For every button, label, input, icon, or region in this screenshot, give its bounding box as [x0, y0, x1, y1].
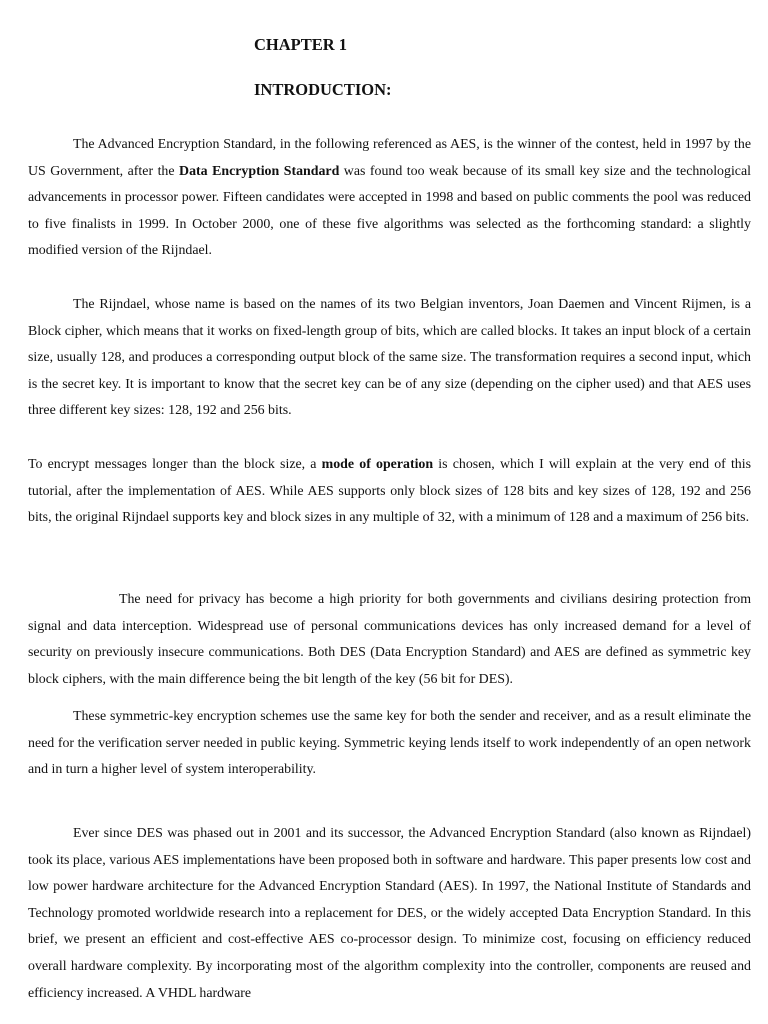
bold-term-des: Data Encryption Standard	[179, 163, 340, 179]
paragraph-text: was found too weak because of its small key size and the technological advancements in processor power. Fifteen candidates were accepted in 1998 and based on public comments the pool was reduced to five finalists in 1999. In October 2000, one of these five algorithms was selected as the forthcoming standard: a slightly modified version of the Rijndael.	[28, 163, 751, 259]
chapter-title: CHAPTER 1	[254, 35, 348, 54]
paragraph-symmetric-key: These symmetric-key encryption schemes use the same key for both the sender and receiver, and as a result eliminate the need for the verification server needed in public keying. Symmetric keying lends itself to work independently of an open network and in turn a higher level of system interoperability.	[28, 709, 751, 778]
paragraph-aes-history	[28, 132, 751, 265]
paragraph-privacy: The need for privacy has become a high priority for both governments and civilians desiring protection from signal and data interception. Widespread use of personal communications devices has only increased demand for a level of security on previously insecure communications. Both DES (Data Encryption Standard) and AES are defined as symmetric key block ciphers, with the main difference being the bit length of the key (56 bit for DES).	[28, 592, 751, 687]
paragraph-rijndael: The Rijndael, whose name is based on the names of its two Belgian inventors, Joan Daemen and Vincent Rijmen, is a Block cipher, which means that it works on fixed-length group of bits, which are called blocks. It takes an input block of a certain size, usually 128, and produces a corresponding output block of the same size. The transformation requires a second input, which is the secret key. It is important to know that the secret key can be of any size (depending on the cipher used) and that AES uses three different key sizes: 128, 192 and 256 bits.	[28, 297, 751, 419]
paragraph-implementations: Ever since DES was phased out in 2001 and its successor, the Advanced Encryption Standard (also known as Rijndael) took its place, various AES implementations have been proposed both in software and hardware. This paper presents low cost and low power hardware architecture for the Advanced Encryption Standard (AES). In 1997, the National Institute of Standards and Technology promoted worldwide research into a replacement for DES, or the widely accepted Data Encryption Standard. In this brief, we present an efficient and cost-effective AES co-processor design. To minimize cost, focusing on efficiency reduced overall hardware complexity. By incorporating most of the algorithm complexity into the controller, components are reused and efficiency increased. A VHDL hardware	[28, 826, 751, 1001]
bold-term-mode: mode of operation	[321, 457, 434, 472]
section-title: INTRODUCTION:	[254, 80, 392, 99]
paragraph-mode-of-operation	[28, 452, 751, 532]
paragraph-text: is chosen, which I will explain at the very end of this tutorial, after the implementation of AES. While AES supports only block sizes of 128 bits and key sizes of 128, 192 and 256 bits, the original Rijndael supports key and block sizes in any multiple of 32, with a minimum of 128 and a maximum of 256 bits.	[28, 457, 752, 526]
paragraph-text: To encrypt messages longer than the block size, a	[28, 457, 322, 472]
paragraph-text: The Advanced Encryption Standard, in the following referenced as AES, is the winner of the contest, held in 1997 by the US Government, after the	[28, 137, 751, 179]
